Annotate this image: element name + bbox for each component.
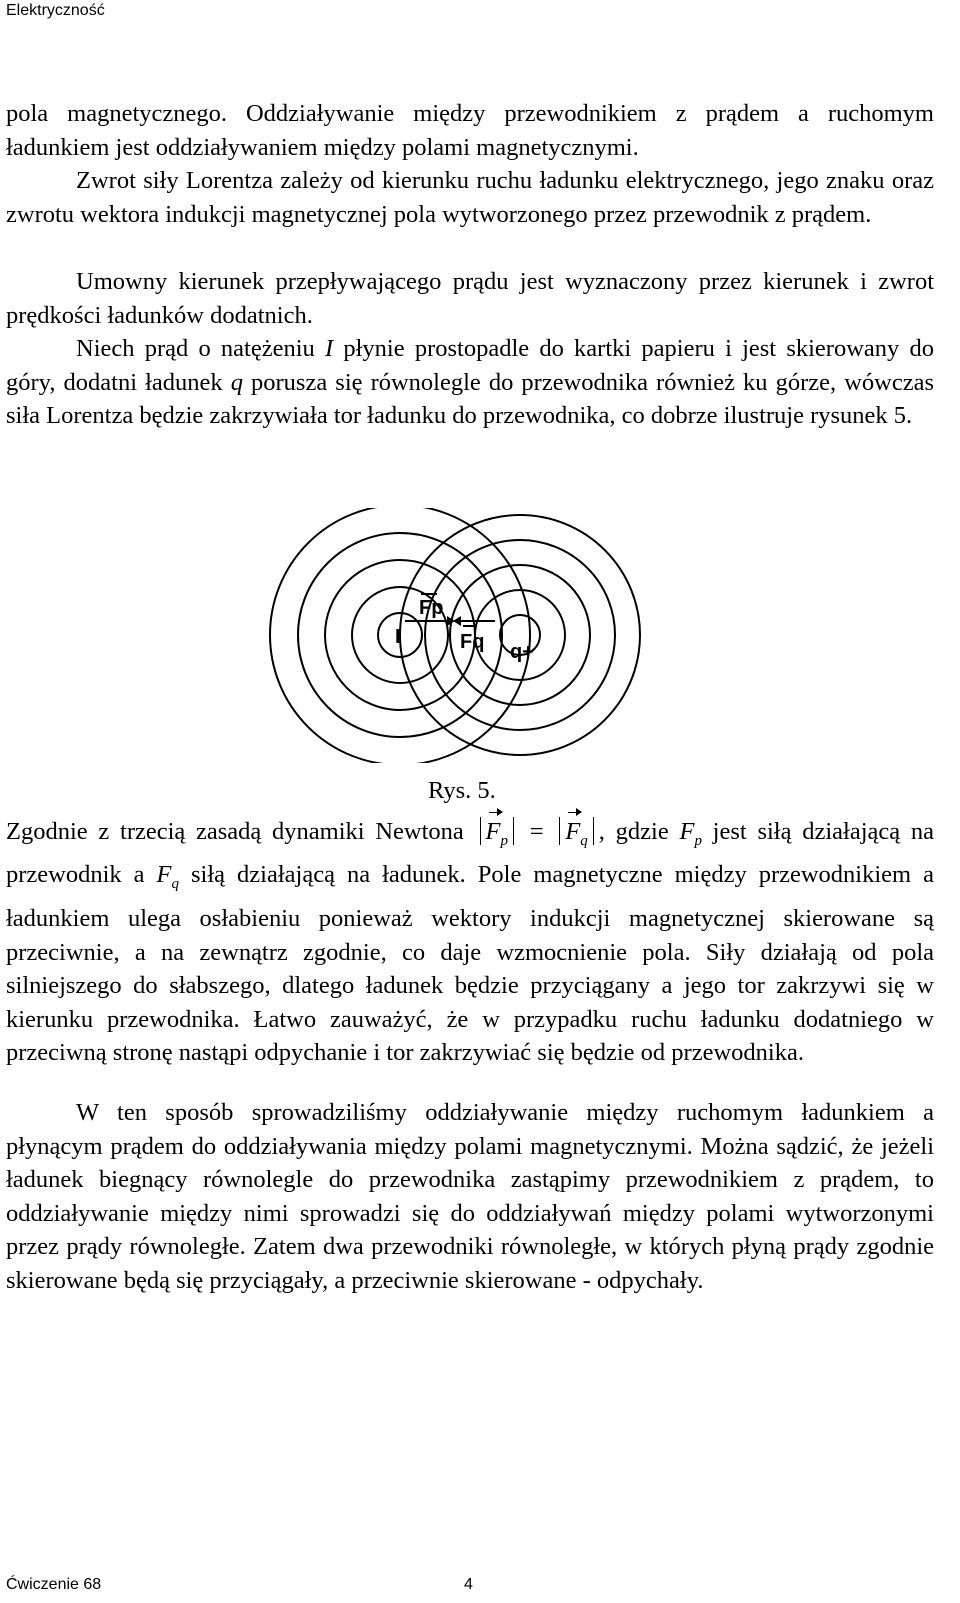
field-circle-charge xyxy=(400,515,640,755)
text-run: jest siłą działającą na przewodnik a xyxy=(6,818,935,889)
label-current: I xyxy=(395,626,401,648)
force-symbol: F xyxy=(679,818,695,845)
charge-symbol: q xyxy=(230,368,243,396)
paragraph-2: Zwrot siły Lorentza zależy od kierunku ruchu ładunku elektrycznego, jego znaku oraz zwrotu wektora indukcji magnetycznej pola wytworzonego przez przewodnik z prądem. xyxy=(6,167,934,228)
abs-bar xyxy=(513,817,514,845)
paragraph-3: Umowny kierunek przepływającego prądu jest wyznaczony przez kierunek i zwrot prędkości ładunków dodatnich. xyxy=(6,268,934,329)
paragraph-5 xyxy=(6,815,934,1070)
abs-bar xyxy=(480,817,481,845)
subscript-q: q xyxy=(580,832,588,849)
abs-bar xyxy=(559,817,560,845)
text-run: porusza się równolegle do przewodnika również ku górze, wówczas siła Lorentza będzie zakrzywiała tor ładunku do przewodnika, co dobrze ilustruje rysunek 5. xyxy=(6,368,934,430)
subscript-p: p xyxy=(500,832,508,849)
paragraph-4 xyxy=(6,332,934,433)
force-symbol: F xyxy=(156,861,172,889)
field-circle-charge xyxy=(475,590,565,680)
page-number: 4 xyxy=(464,1576,473,1593)
abs-bar xyxy=(593,817,594,845)
equals-sign: = xyxy=(529,818,544,845)
vector-f: F xyxy=(486,815,501,849)
running-header: Elektryczność xyxy=(6,2,105,19)
formula-equality xyxy=(475,818,599,849)
text-run: , gdzie xyxy=(598,818,680,845)
footer-exercise: Ćwiczenie 68 xyxy=(6,1576,102,1593)
current-symbol: I xyxy=(324,335,334,362)
label-force-charge: Fq xyxy=(460,631,485,653)
paragraph-1: pola magnetycznego. Oddziaływanie między przewodnikiem z prądem a ruchomym ładunkiem jest oddziaływaniem między polami magnetycznymi. xyxy=(6,100,934,161)
field-lines xyxy=(270,508,640,763)
paragraph-6: W ten sposób sprowadziliśmy oddziaływanie między ruchomym ładunkiem a płynącym prądem do oddziaływania między polami magnetycznymi. Można sądzić, że jeżeli ładunek biegnący równolegle do przewodnika zastąpimy przewodnikiem z prądem, to oddziaływanie między nimi sprowadzi się do oddziaływań między polami wytworzonymi przez prądy równoległe. Zatem dwa przewodniki równoległe, w których płyną prądy zgodnie skierowane będą się przyciągały, a przeciwnie skierowane - odpychały. xyxy=(6,1099,934,1294)
figure-caption: Rys. 5. xyxy=(428,777,496,804)
text-run: siłą działającą na ładunek. Pole magnetyczne między przewodnikiem a ładunkiem ulega osłabieniu ponieważ wektory indukcji magnetycznej skierowane są przeciwnie, a na zewnątrz zgodnie, co daje wzmocnienie pola. Siły działają od pola silniejszego do słabszego, dlatego ładunek będzie przyciągany a jego tor zakrzywi się w kierunku przewodnika. Łatwo zauważyć, że w przypadku ruchu ładunku dodatniego w przeciwną stronę nastąpi odpychanie i tor zakrzywiać się będzie od przewodnika. xyxy=(6,861,934,1067)
force-arrow-fq-head xyxy=(453,616,461,626)
text-run: płynie prostopadle do kartki papieru i jest skierowany do góry, dodatni ładunek xyxy=(6,335,934,396)
label-force-conductor: Fp xyxy=(419,597,444,619)
figure-magnetic-field xyxy=(255,508,695,763)
label-charge: q+ xyxy=(510,641,534,663)
text-run: Zgodnie z trzecią zasadą dynamiki Newtona xyxy=(6,818,475,845)
field-circle-charge xyxy=(425,540,615,730)
subscript-p: p xyxy=(694,832,702,849)
vector-f: F xyxy=(565,815,580,849)
text-run: Niech prąd o natężeniu xyxy=(76,335,325,362)
subscript-q: q xyxy=(171,876,180,893)
